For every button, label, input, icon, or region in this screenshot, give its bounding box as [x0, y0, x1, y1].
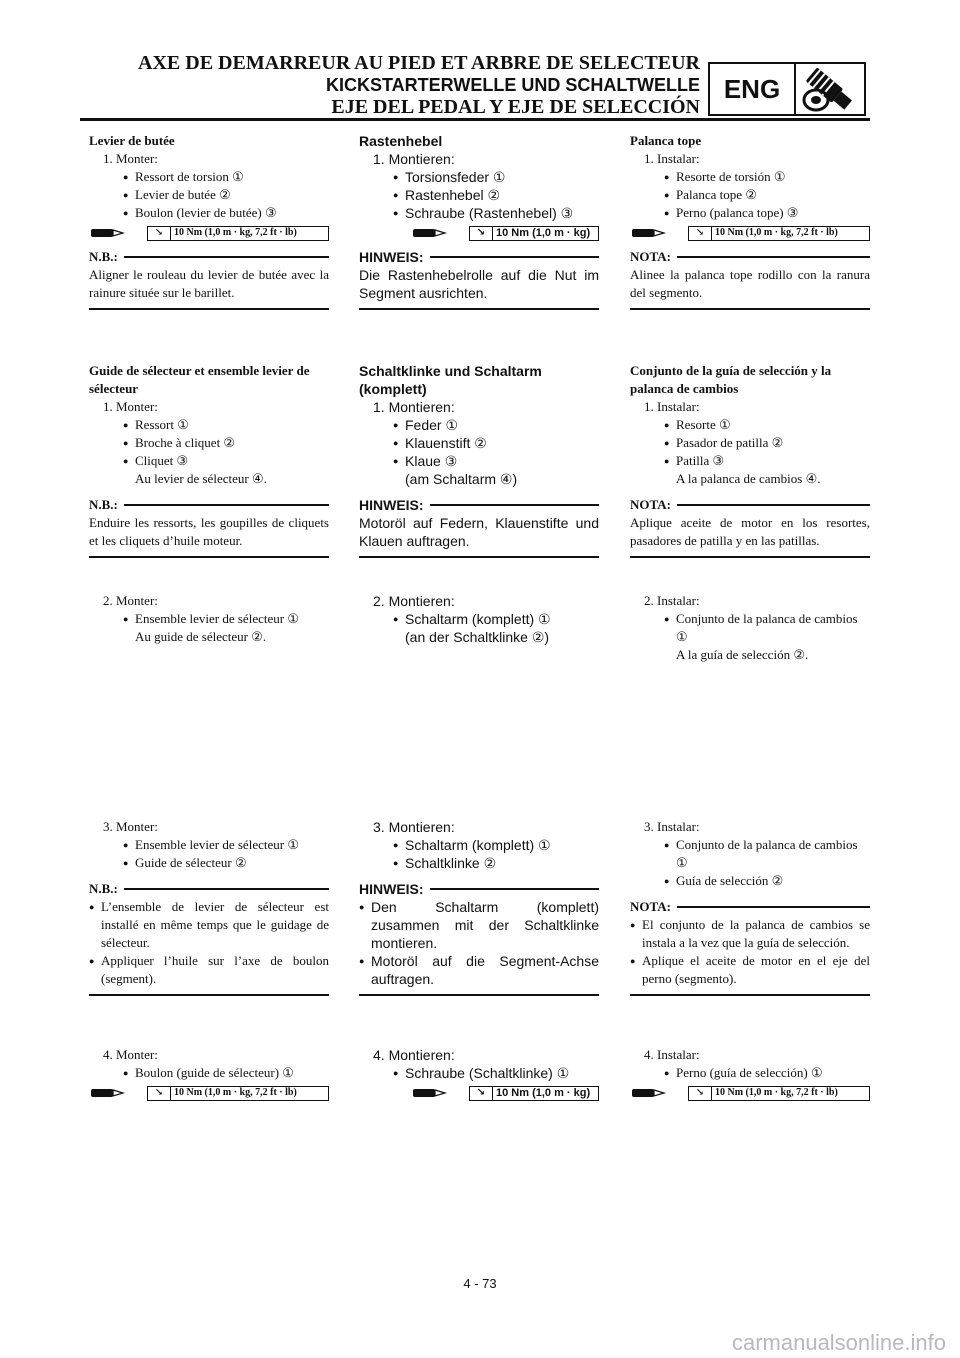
note-bullet: ● Aplique el aceite de motor en el eje del perno (segmento). [630, 952, 870, 988]
tighten-icon [89, 226, 131, 240]
de-section-schaltklinke [359, 362, 599, 558]
list-item: ● Perno (guía de selección) ① [630, 1064, 870, 1082]
list-item: ● Guía de selección ② [630, 872, 870, 890]
list-item: ● Boulon (guide de sélecteur) ① [89, 1064, 329, 1082]
fr-section-step2 [89, 592, 329, 646]
list-item: ● Schraube (Rastenhebel) ③ [359, 204, 599, 222]
list-item: ● Palanca tope ② [630, 186, 870, 204]
de-section-step3 [359, 818, 599, 996]
section-title: Schaltklinke und Schaltarm (komplett) [359, 363, 542, 397]
note-label: NOTA: [630, 249, 671, 264]
step-label: 4. Instalar: [644, 1047, 700, 1062]
section-title: Levier de butée [89, 133, 175, 148]
list-continuation: Au levier de sélecteur ④. [135, 471, 267, 486]
list-item: ● Ensemble levier de sélecteur ① [89, 836, 329, 854]
es-section-guia-seleccion [630, 362, 870, 558]
page-header [80, 52, 700, 118]
note-label: HINWEIS: [359, 497, 424, 513]
torque-value: 10 Nm (1,0 m · kg) [496, 227, 591, 239]
step-label: 4. Monter: [103, 1047, 158, 1062]
list-continuation: Au guide de sélecteur ②. [135, 629, 267, 644]
torque-spec [630, 226, 870, 240]
fr-section-shift-guide [89, 362, 329, 558]
es-section-step4 [630, 1046, 870, 1100]
list-item: ● Schraube (Schaltklinke) ① [359, 1064, 599, 1082]
list-item: ● Torsionsfeder ① [359, 168, 599, 186]
note-text: Enduire les ressorts, les goupilles de cliquets et les cliquets d’huile moteur. [89, 515, 329, 548]
list-continuation: A la guía de selección ②. [676, 647, 809, 662]
list-item: ● Klauenstift ② [359, 434, 599, 452]
step-label: 1. Monter: [103, 151, 158, 166]
header-title-de: KICKSTARTERWELLE UND SCHALTWELLE [326, 75, 700, 95]
section-title: Rastenhebel [359, 133, 443, 149]
list-item: ● Conjunto de la palanca de cambios ① [630, 836, 870, 872]
list-item: ● Ensemble levier de sélecteur ① [89, 610, 329, 628]
torque-value: 10 Nm (1,0 m · kg, 7,2 ft · lb) [174, 227, 297, 238]
step-label: 3. Montieren: [373, 819, 455, 835]
list-item: ● Klaue ③ [359, 452, 599, 470]
fr-section-step3 [89, 818, 329, 996]
fr-section-step4 [89, 1046, 329, 1100]
list-item: ● Feder ① [359, 416, 599, 434]
header-title-fr: AXE DE DEMARREUR AU PIED ET ARBRE DE SELECTEUR [138, 52, 700, 74]
note-label: NOTA: [630, 497, 671, 512]
de-section-rastenhebel [359, 132, 599, 310]
list-item: ● Schaltarm (komplett) ① [359, 610, 599, 628]
torque-spec [359, 226, 599, 240]
step-label: 2. Instalar: [644, 593, 700, 608]
tighten-icon [630, 1086, 672, 1100]
torque-wrench-icon: ↘ [689, 227, 712, 240]
torque-value: 10 Nm (1,0 m · kg, 7,2 ft · lb) [715, 227, 838, 238]
list-continuation: (an der Schaltklinke ②) [405, 629, 550, 645]
torque-wrench-icon: ↘ [689, 1087, 712, 1100]
step-label: 1. Montieren: [373, 151, 455, 167]
header-rule [80, 118, 870, 121]
list-item: ● Ressort ① [89, 416, 329, 434]
torque-spec [630, 1086, 870, 1100]
section-title: Guide de sélecteur et ensemble levier de sélecteur [89, 363, 310, 396]
eng-badge [708, 62, 866, 116]
note-text: Motoröl auf Federn, Klauenstifte und Klauen auftragen. [359, 515, 599, 549]
list-item: ● Cliquet ③ [89, 452, 329, 470]
eng-label: ENG [710, 64, 796, 114]
es-section-step3 [630, 818, 870, 996]
note-text: Aplique aceite de motor en los resortes, pasadores de patilla y en las patillas. [630, 515, 870, 548]
watermark: carmanualsonline.info [731, 1330, 946, 1355]
section-title: Conjunto de la guía de selección y la palanca de cambios [630, 363, 832, 396]
step-label: 4. Montieren: [373, 1047, 455, 1063]
note-text: Die Rastenhebelrolle auf die Nut im Segment ausrichten. [359, 267, 599, 301]
torque-spec [89, 1086, 329, 1100]
step-label: 2. Montieren: [373, 593, 455, 609]
de-section-step2 [359, 592, 599, 646]
note-bullet: ● Appliquer l’huile sur l’axe de boulon (segment). [89, 952, 329, 988]
list-item: ● Patilla ③ [630, 452, 870, 470]
step-label: 1. Instalar: [644, 399, 700, 414]
list-item: ● Conjunto de la palanca de cambios ① [630, 610, 870, 646]
list-continuation: (am Schaltarm ④) [405, 471, 518, 487]
list-item: ● Levier de butée ② [89, 186, 329, 204]
list-item: ● Broche à cliquet ② [89, 434, 329, 452]
header-title-es: EJE DEL PEDAL Y EJE DE SELECCIÓN [331, 96, 700, 118]
note-bullet: ● El conjunto de la palanca de cambios se instala a la vez que la guía de selección. [630, 916, 870, 952]
page-number: 4 - 73 [463, 1276, 497, 1291]
torque-value: 10 Nm (1,0 m · kg) [496, 1087, 591, 1099]
list-item: ● Schaltklinke ② [359, 854, 599, 872]
note-label: HINWEIS: [359, 881, 424, 897]
torque-spec [359, 1086, 599, 1100]
fr-section-stopper-lever [89, 132, 329, 310]
de-section-step4 [359, 1046, 599, 1100]
tighten-icon [630, 226, 672, 240]
note-bullet: ● Motoröl auf die Segment-Achse auftragen. [359, 952, 599, 988]
torque-spec [89, 226, 329, 240]
torque-value: 10 Nm (1,0 m · kg, 7,2 ft · lb) [715, 1087, 838, 1098]
note-label: NOTA: [630, 899, 671, 914]
note-label: N.B.: [89, 249, 118, 264]
tighten-icon [411, 226, 453, 240]
section-title: Palanca tope [630, 133, 702, 148]
torque-wrench-icon: ↘ [148, 227, 171, 240]
list-item: ● Rastenhebel ② [359, 186, 599, 204]
step-label: 3. Monter: [103, 819, 158, 834]
list-item: ● Guide de sélecteur ② [89, 854, 329, 872]
note-text: Alinee la palanca tope rodillo con la ranura del segmento. [630, 267, 870, 300]
list-item: ● Pasador de patilla ② [630, 434, 870, 452]
step-label: 1. Instalar: [644, 151, 700, 166]
list-item: ● Resorte ① [630, 416, 870, 434]
torque-wrench-icon: ↘ [470, 227, 493, 240]
note-label: HINWEIS: [359, 249, 424, 265]
torque-wrench-icon: ↘ [470, 1087, 493, 1100]
list-item: ● Boulon (levier de butée) ③ [89, 204, 329, 222]
list-item: ● Resorte de torsión ① [630, 168, 870, 186]
tighten-icon [411, 1086, 453, 1100]
es-section-palanca-tope [630, 132, 870, 310]
list-item: ● Schaltarm (komplett) ① [359, 836, 599, 854]
step-label: 1. Montieren: [373, 399, 455, 415]
step-label: 2. Monter: [103, 593, 158, 608]
tighten-icon [89, 1086, 131, 1100]
note-label: N.B.: [89, 497, 118, 512]
note-label: N.B.: [89, 881, 118, 896]
list-item: ● Ressort de torsion ① [89, 168, 329, 186]
note-bullet: ● Den Schaltarm (komplett) zusammen mit der Schaltklinke montieren. [359, 898, 599, 952]
engine-icon [796, 66, 862, 112]
step-label: 3. Instalar: [644, 819, 700, 834]
note-text: Aligner le rouleau du levier de butée avec la rainure située sur le barillet. [89, 267, 329, 300]
step-label: 1. Monter: [103, 399, 158, 414]
es-section-step2 [630, 592, 870, 664]
list-continuation: A la palanca de cambios ④. [676, 471, 821, 486]
torque-wrench-icon: ↘ [148, 1087, 171, 1100]
list-item: ● Perno (palanca tope) ③ [630, 204, 870, 222]
note-bullet: ● L’ensemble de levier de sélecteur est installé en même temps que le guidage de sélecteur. [89, 898, 329, 952]
torque-value: 10 Nm (1,0 m · kg, 7,2 ft · lb) [174, 1087, 297, 1098]
